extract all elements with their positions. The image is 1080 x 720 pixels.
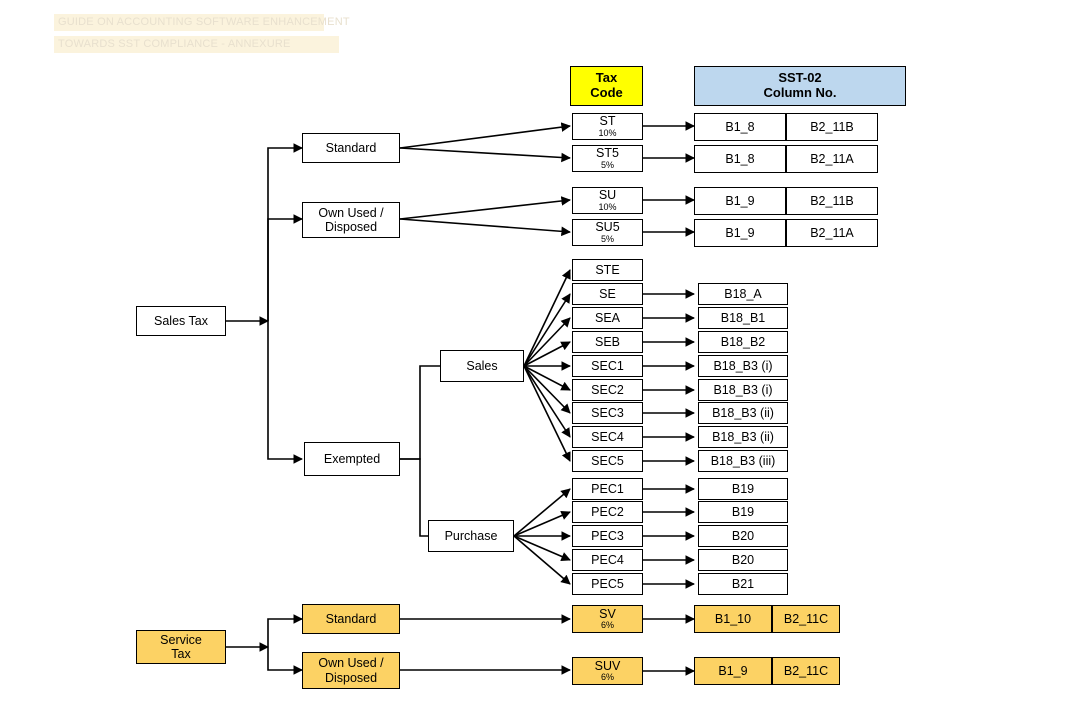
sst02-col1-box bbox=[694, 219, 786, 247]
tax-code-box bbox=[572, 379, 643, 401]
sst02-header-line2: Column No. bbox=[763, 85, 837, 100]
sst02-col1-box bbox=[698, 549, 788, 571]
sst02-col1-label: B18_B3 (ii) bbox=[712, 405, 774, 420]
node-service-own-used-line1: Own Used / bbox=[318, 656, 384, 671]
faded-heading-line-2: TOWARDS SST COMPLIANCE - ANNEXURE bbox=[58, 38, 291, 50]
tax-code-rate: 5% bbox=[600, 233, 614, 244]
sst02-col1-box bbox=[698, 379, 788, 401]
node-service-standard bbox=[302, 604, 400, 634]
node-sales-tax bbox=[136, 306, 226, 336]
tax-code-box bbox=[572, 145, 643, 172]
tax-code-box bbox=[572, 573, 643, 595]
tax-code-label: SUV bbox=[594, 658, 621, 673]
node-exempted-label: Exempted bbox=[323, 451, 381, 466]
node-sales-label: Sales bbox=[466, 358, 498, 373]
sst02-col2-label: B2_11B bbox=[810, 193, 854, 208]
sst02-col1-box bbox=[698, 355, 788, 377]
tax-code-label: PEC3 bbox=[591, 528, 624, 543]
sst02-col2-label: B2_11A bbox=[810, 151, 854, 166]
node-sales bbox=[440, 350, 524, 382]
tax-code-label: SU bbox=[598, 188, 617, 203]
node-service-tax bbox=[136, 630, 226, 664]
tax-code-box bbox=[572, 657, 643, 685]
tax-code-box bbox=[572, 307, 643, 329]
tax-code-box bbox=[572, 450, 643, 472]
sst02-col1-box bbox=[694, 605, 772, 633]
tax-code-rate: 10% bbox=[598, 127, 617, 138]
tax-code-rate: 6% bbox=[600, 672, 614, 683]
tax-code-rate: 5% bbox=[600, 159, 614, 170]
tax-code-box bbox=[572, 113, 643, 140]
tax-code-box bbox=[572, 331, 643, 353]
sst02-col1-box bbox=[698, 573, 788, 595]
tax-code-box bbox=[572, 219, 643, 246]
tax-code-label: SEA bbox=[594, 310, 620, 325]
sst02-col1-box bbox=[698, 283, 788, 305]
sst02-col1-box bbox=[698, 450, 788, 472]
sst02-col1-box bbox=[698, 331, 788, 353]
sst02-col2-label: B2_11B bbox=[810, 119, 854, 134]
node-standard bbox=[302, 133, 400, 163]
node-purchase-label: Purchase bbox=[444, 528, 498, 543]
sst02-col2-box bbox=[786, 187, 878, 215]
tax-code-header-line2: Code bbox=[590, 85, 623, 100]
sst02-col1-label: B18_A bbox=[724, 286, 762, 301]
tax-code-label: SEC5 bbox=[591, 453, 624, 468]
sst02-col1-label: B18_B3 (iii) bbox=[710, 453, 776, 468]
node-service-standard-label: Standard bbox=[325, 611, 377, 626]
tax-code-header-line1: Tax bbox=[595, 70, 618, 86]
sst02-col1-label: B1_9 bbox=[725, 193, 755, 208]
tax-code-box bbox=[572, 478, 643, 500]
sst02-col1-box bbox=[694, 145, 786, 173]
tax-code-label: PEC5 bbox=[591, 576, 624, 591]
node-service-tax-line1: Service bbox=[160, 632, 202, 647]
tax-code-label: ST5 bbox=[596, 146, 619, 161]
tax-code-box bbox=[572, 402, 643, 424]
sst02-col2-box bbox=[786, 145, 878, 173]
sst02-header-line1: SST-02 bbox=[778, 70, 822, 86]
tax-code-box bbox=[572, 283, 643, 305]
sst02-col1-label: B18_B3 (i) bbox=[713, 358, 773, 373]
tax-code-label: SEC1 bbox=[591, 358, 624, 373]
tax-code-label: SEC2 bbox=[591, 382, 624, 397]
node-own-used-disposed bbox=[302, 202, 400, 238]
tax-code-label: ST bbox=[599, 114, 616, 129]
tax-code-label: STE bbox=[595, 262, 620, 277]
sst02-col1-label: B1_8 bbox=[725, 119, 755, 134]
sst02-col2-box bbox=[786, 219, 878, 247]
node-own-used-line1: Own Used / bbox=[318, 205, 384, 220]
sst02-col1-box bbox=[698, 402, 788, 424]
tax-code-label: SV bbox=[599, 606, 616, 621]
tax-code-box bbox=[572, 525, 643, 547]
tax-code-label: SE bbox=[599, 286, 616, 301]
tax-code-box bbox=[572, 501, 643, 523]
tax-code-label: SU5 bbox=[595, 220, 620, 235]
sst02-col1-label: B1_8 bbox=[725, 151, 755, 166]
node-service-tax-line2: Tax bbox=[171, 647, 191, 661]
tax-code-label: SEC3 bbox=[591, 405, 624, 420]
tax-code-label: PEC4 bbox=[591, 552, 624, 567]
tax-code-box bbox=[572, 605, 643, 633]
sst02-column-header bbox=[694, 66, 906, 106]
tax-code-header bbox=[570, 66, 643, 106]
sst02-col1-label: B20 bbox=[731, 528, 755, 543]
sst02-col1-label: B20 bbox=[731, 552, 755, 567]
sst02-col1-box bbox=[698, 307, 788, 329]
tax-code-box bbox=[572, 426, 643, 448]
node-service-own-used bbox=[302, 652, 400, 689]
sst02-col2-label: B2_11A bbox=[810, 225, 854, 240]
tax-code-label: PEC2 bbox=[591, 504, 624, 519]
faded-heading-line-1: GUIDE ON ACCOUNTING SOFTWARE ENHANCEMENT bbox=[58, 16, 350, 28]
sst02-col1-label: B18_B3 (i) bbox=[713, 382, 773, 397]
sst02-col1-label: B1_9 bbox=[725, 225, 755, 240]
tax-code-rate: 6% bbox=[600, 620, 614, 631]
tax-code-rate: 10% bbox=[598, 201, 617, 212]
tax-code-box bbox=[572, 549, 643, 571]
sst02-col1-label: B18_B2 bbox=[720, 334, 766, 349]
tax-code-box bbox=[572, 259, 643, 281]
sst02-col2-label: B2_11C bbox=[783, 611, 829, 626]
sst02-col2-box bbox=[772, 605, 840, 633]
node-standard-label: Standard bbox=[325, 140, 377, 155]
node-sales-tax-label: Sales Tax bbox=[154, 313, 208, 328]
sst02-col1-label: B18_B3 (ii) bbox=[712, 429, 774, 444]
sst02-col1-box bbox=[698, 525, 788, 547]
sst02-col1-box bbox=[698, 426, 788, 448]
node-own-used-line2: Disposed bbox=[324, 220, 378, 234]
sst02-col1-label: B1_10 bbox=[714, 611, 752, 626]
node-exempted bbox=[304, 442, 400, 476]
sst02-col1-label: B19 bbox=[731, 504, 755, 519]
tax-code-label: SEC4 bbox=[591, 429, 624, 444]
sst02-col1-box bbox=[698, 478, 788, 500]
node-purchase bbox=[428, 520, 514, 552]
sst02-col2-label: B2_11C bbox=[783, 663, 829, 678]
node-service-own-used-line2: Disposed bbox=[324, 670, 378, 685]
sst02-col2-box bbox=[786, 113, 878, 141]
sst02-col1-label: B21 bbox=[731, 576, 755, 591]
sst02-col1-label: B18_B1 bbox=[720, 310, 766, 325]
sst02-col1-box bbox=[694, 187, 786, 215]
sst02-col1-label: B1_9 bbox=[718, 663, 748, 678]
tax-code-box bbox=[572, 355, 643, 377]
sst02-col1-label: B19 bbox=[731, 481, 755, 496]
tax-code-box bbox=[572, 187, 643, 214]
sst02-col1-box bbox=[694, 113, 786, 141]
sst02-col2-box bbox=[772, 657, 840, 685]
tax-code-label: PEC1 bbox=[591, 481, 624, 496]
sst02-col1-box bbox=[694, 657, 772, 685]
tax-code-label: SEB bbox=[594, 334, 620, 349]
sst02-col1-box bbox=[698, 501, 788, 523]
